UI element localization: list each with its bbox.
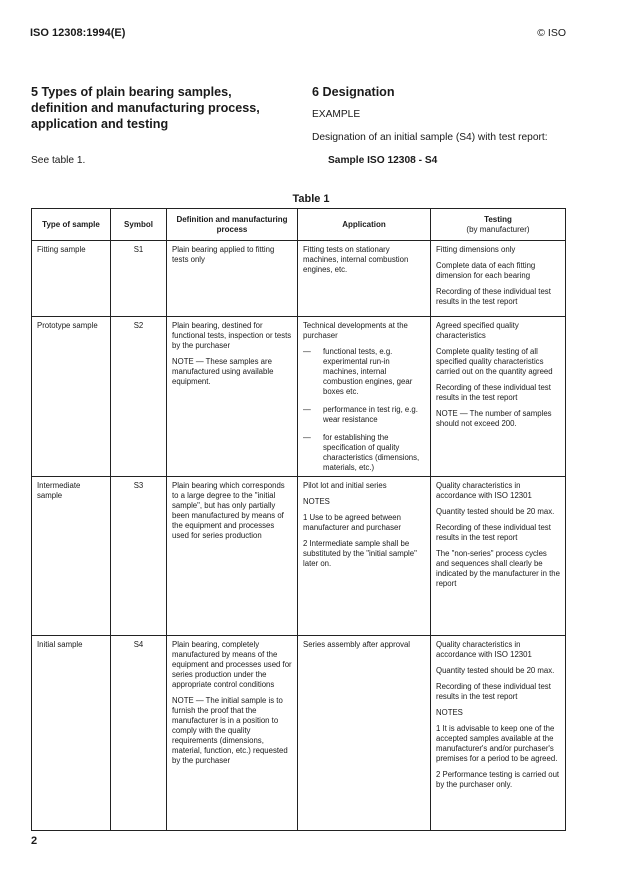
testing-text: Quantity tested should be 20 max.	[436, 507, 555, 516]
testing-notes-label: NOTES	[436, 708, 463, 717]
dash-bullet: —	[303, 405, 311, 414]
cell-testing	[431, 636, 566, 831]
header-symbol: Symbol	[111, 209, 167, 241]
application-list-item	[303, 433, 425, 473]
application-item-text: for establishing the specification of quality characteristics (dimensions, materials, etc.)	[323, 433, 420, 472]
testing-text: Quantity tested should be 20 max.	[436, 666, 555, 675]
cell-application	[298, 477, 431, 636]
cell-testing	[431, 241, 566, 317]
cell-application	[298, 317, 431, 477]
header-definition: Definition and manufacturing process	[167, 209, 298, 241]
definition-text: Plain bearing, destined for functional tests, inspection or tests by the purchaser	[172, 321, 292, 350]
cell-symbol: S3	[111, 477, 167, 636]
header-testing-label: Testing	[484, 214, 512, 224]
example-text: Designation of an initial sample (S4) with test report:	[312, 132, 548, 143]
cell-application	[298, 636, 431, 831]
header-application: Application	[298, 209, 431, 241]
sample-types-table	[31, 208, 566, 831]
cell-definition	[167, 477, 298, 636]
cell-type: Initial sample	[32, 636, 111, 831]
testing-text: Agreed specified quality characteristics	[436, 321, 519, 340]
cell-definition	[167, 636, 298, 831]
testing-text: Complete quality testing of all specified quality characteristics carried out on the quantity agreed	[436, 347, 553, 376]
testing-note: 1 It is advisable to keep one of the accepted samples available at the manufacturer's and/or purchaser's premises for a period to be agreed.	[436, 724, 558, 763]
header-type: Type of sample	[32, 209, 111, 241]
table-header-row	[32, 209, 566, 241]
application-note: 2 Intermediate sample shall be substituted by the "initial sample" later on.	[303, 539, 417, 568]
testing-text: Complete data of each fitting dimension for each bearing	[436, 261, 536, 280]
header-testing-sub: (by manufacturer)	[466, 224, 530, 234]
application-list-item	[303, 347, 425, 397]
application-text: Pilot lot and initial series	[303, 481, 387, 490]
testing-text: Recording of these individual test results in the test report	[436, 287, 551, 306]
cell-application	[298, 241, 431, 317]
header-testing	[431, 209, 566, 241]
table-row	[32, 636, 566, 831]
table-row	[32, 477, 566, 636]
testing-text: The "non-series" process cycles and sequences shall clearly be indicated by the manufacturer in the report	[436, 549, 560, 588]
testing-text: Recording of these individual test results in the test report	[436, 682, 551, 701]
application-list-item	[303, 405, 425, 425]
application-intro: Technical developments at the purchaser	[303, 321, 408, 340]
dash-bullet: —	[303, 433, 311, 442]
cell-definition	[167, 317, 298, 477]
cell-symbol: S2	[111, 317, 167, 477]
section-5-text: See table 1.	[31, 155, 86, 166]
application-text: Series assembly after approval	[303, 640, 411, 649]
cell-type: Fitting sample	[32, 241, 111, 317]
dash-bullet: —	[303, 347, 311, 356]
table-caption: Table 1	[292, 193, 330, 205]
testing-note: NOTE — The number of samples should not exceed 200.	[436, 409, 552, 428]
testing-text: Recording of these individual test results in the test report	[436, 383, 551, 402]
testing-text: Quality characteristics in accordance with ISO 12301	[436, 640, 532, 659]
testing-text: Quality characteristics in accordance with ISO 12301	[436, 481, 532, 500]
testing-text: Recording of these individual test results in the test report	[436, 523, 551, 542]
cell-symbol: S1	[111, 241, 167, 317]
cell-symbol: S4	[111, 636, 167, 831]
cell-testing	[431, 317, 566, 477]
table-row	[32, 241, 566, 317]
page-number: 2	[31, 835, 38, 847]
designation-example: Sample ISO 12308 - S4	[328, 155, 438, 166]
application-note: 1 Use to be agreed between manufacturer and purchaser	[303, 513, 401, 532]
example-label: EXAMPLE	[312, 109, 361, 120]
definition-text: Plain bearing applied to fitting tests only	[172, 245, 275, 264]
section-6-title: 6 Designation	[312, 85, 395, 99]
definition-note: NOTE — The initial sample is to furnish the proof that the manufacturer is in a position to comply with the quality requirements (dimensions, material, function, etc.) requested by the purchaser	[172, 696, 288, 765]
testing-text: Fitting dimensions only	[436, 245, 516, 254]
cell-definition	[167, 241, 298, 317]
definition-text: Plain bearing which corresponds to a large degree to the "initial sample", but has only partially been manufactured by means of the equipment and processes used for series production	[172, 481, 285, 540]
application-item-text: performance in test rig, e.g. wear resistance	[323, 405, 418, 424]
testing-note: 2 Performance testing is carried out by the purchaser only.	[436, 770, 560, 789]
definition-note: NOTE — These samples are manufactured using available equipment.	[172, 357, 274, 386]
iso-copyright-mark: © ISO	[537, 27, 566, 39]
standard-number: ISO 12308:1994(E)	[30, 27, 126, 39]
cell-type: Prototype sample	[32, 317, 111, 477]
cell-type: Intermediate sample	[32, 477, 111, 636]
section-5-title: 5 Types of plain bearing samples, definition and manufacturing process, application and testing	[31, 85, 260, 131]
application-notes-label: NOTES	[303, 497, 330, 506]
definition-text: Plain bearing, completely manufactured by means of the equipment and processes used for series production under the appropriate control conditions	[172, 640, 292, 689]
cell-testing	[431, 477, 566, 636]
application-item-text: functional tests, e.g. experimental run-in machines, internal combustion engines, gear boxes etc.	[323, 347, 413, 396]
table-row	[32, 317, 566, 477]
application-text: Fitting tests on stationary machines, internal combustion engines, etc.	[303, 245, 409, 274]
